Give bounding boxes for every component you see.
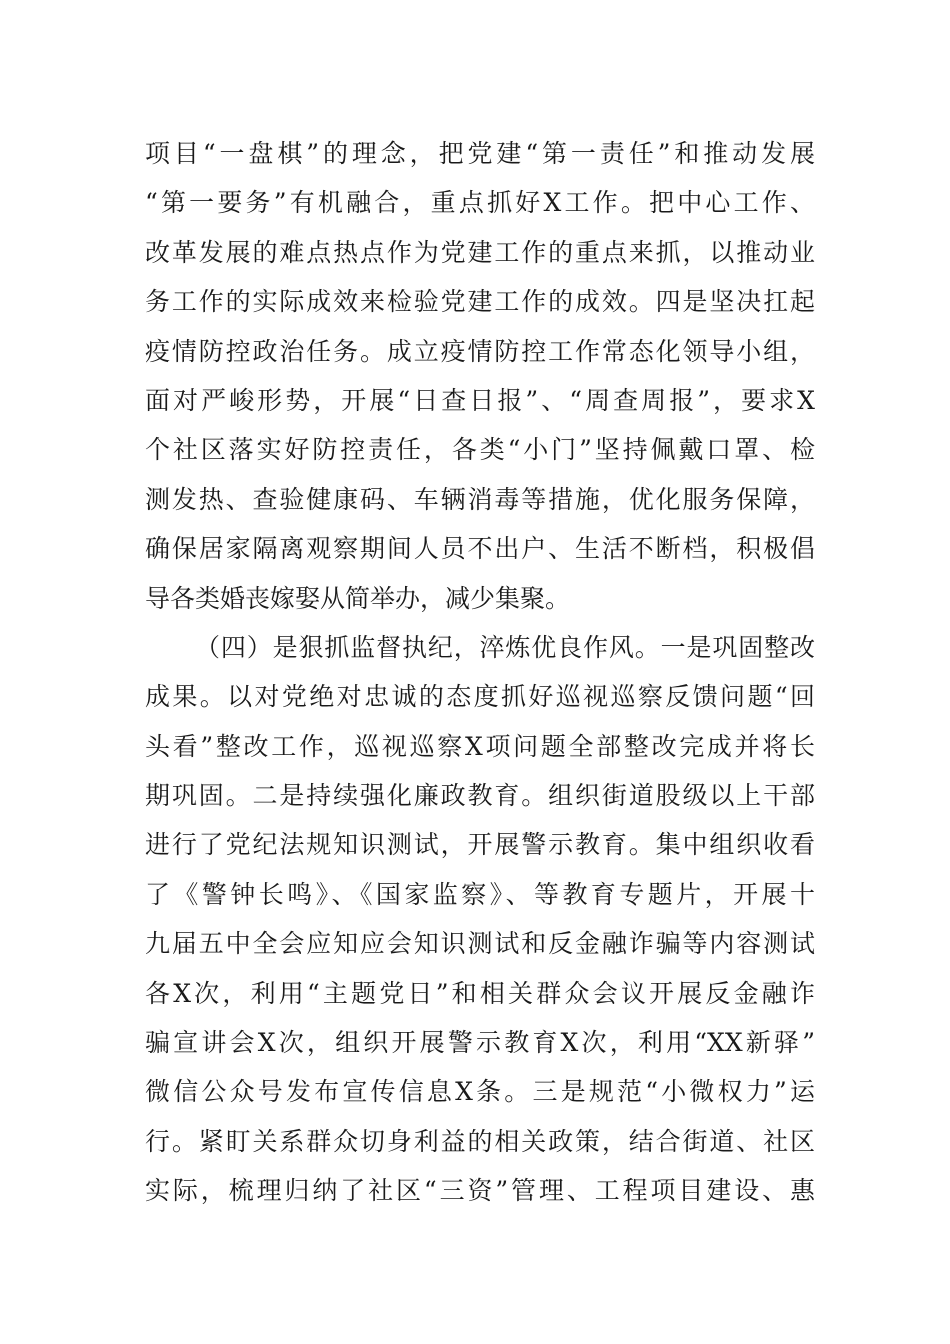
text-line: 九届五中全会应知应会知识测试和反金融诈骗等内容测试 <box>145 929 815 959</box>
text-line: 改革发展的难点热点作为党建工作的重点来抓，以推动业 <box>145 237 815 267</box>
text-line: 务工作的实际成效来检验党建工作的成效。四是坚决扛起 <box>145 287 815 317</box>
text-line: 行。紧盯关系群众切身利益的相关政策，结合街道、社区 <box>145 1126 815 1156</box>
text-line: 实际，梳理归纳了社区“三资”管理、工程项目建设、惠 <box>145 1176 815 1206</box>
text-line: 面对严峻形势，开展“日查日报”、“周查周报”，要求X <box>145 385 815 415</box>
text-line: 个社区落实好防控责任，各类“小门”坚持佩戴口罩、检 <box>145 435 815 465</box>
text-line: 头看”整改工作，巡视巡察X项问题全部整改完成并将长 <box>145 731 815 761</box>
text-line: 骗宣讲会X次，组织开展警示教育X次，利用“XX新驿” <box>145 1028 815 1058</box>
text-line: “第一要务”有机融合，重点抓好X工作。把中心工作、 <box>145 188 815 218</box>
text-line: 测发热、查验健康码、车辆消毒等措施，优化服务保障， <box>145 484 815 514</box>
text-line: 疫情防控政治任务。成立疫情防控工作常态化领导小组， <box>145 336 815 366</box>
body-text <box>145 129 815 1216</box>
text-line: 成果。以对党绝对忠诚的态度抓好巡视巡察反馈问题“回 <box>145 682 815 712</box>
section-heading-line: （四）是狠抓监督执纪，淬炼优良作风。一是巩固整改 <box>195 632 815 662</box>
text-line: 期巩固。二是持续强化廉政教育。组织街道股级以上干部 <box>145 781 815 811</box>
text-line: 各X次，利用“主题党日”和相关群众会议开展反金融诈 <box>145 978 815 1008</box>
text-line: 确保居家隔离观察期间人员不出户、生活不断档，积极倡 <box>145 534 815 564</box>
paragraph-end-line: 导各类婚丧嫁娶从简举办，减少集聚。 <box>145 583 571 613</box>
text-line: 进行了党纪法规知识测试，开展警示教育。集中组织收看 <box>145 830 815 860</box>
text-line: 了《警钟长鸣》、《国家监察》、等教育专题片，开展十 <box>145 879 815 909</box>
text-line: 项目“一盘棋”的理念，把党建“第一责任”和推动发展 <box>145 139 815 168</box>
text-line: 微信公众号发布宣传信息X条。三是规范“小微权力”运 <box>145 1077 815 1107</box>
